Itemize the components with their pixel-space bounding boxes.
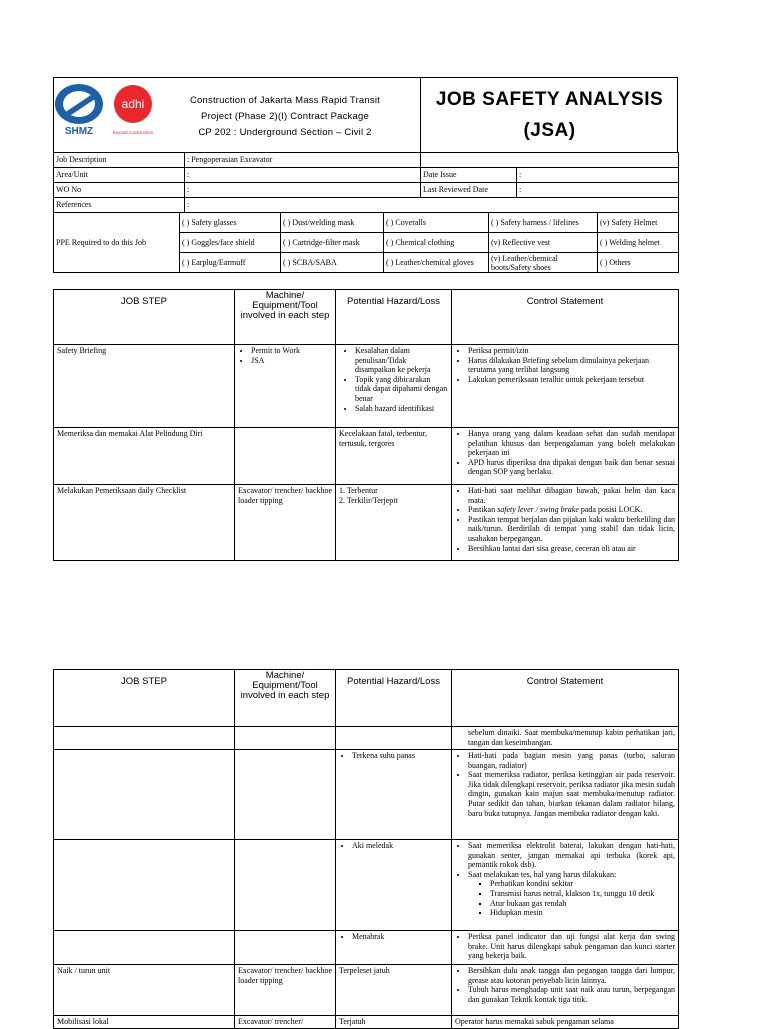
info-row — [54, 198, 679, 213]
ppe-option: ( ) SCBA/SABA — [281, 253, 384, 273]
last-reviewed-value: : — [517, 183, 679, 198]
machine-cell — [235, 727, 336, 750]
ppe-option: ( ) Leather/chemical gloves — [384, 253, 489, 273]
ppe-option: ( ) Goggles/face shield — [180, 233, 281, 253]
control-cell — [452, 840, 679, 931]
hazard-header: Potential Hazard/Loss — [336, 290, 452, 345]
ppe-table — [53, 212, 679, 273]
list-item — [468, 486, 675, 505]
machine-header: Machine/ Equipment/Tool involved in each step — [235, 290, 336, 345]
date-issue-value: : — [517, 168, 679, 183]
job-step-cell: Memeriksa dan memakai Alat Pelindung Diri — [54, 428, 235, 485]
ppe-option: ( ) Earplug/Earmuff — [180, 253, 281, 273]
ppe-option: ( ) Safety glasses — [180, 213, 281, 233]
list-item — [468, 544, 675, 554]
last-reviewed-label: Last Reviewed Date — [421, 183, 517, 198]
text: Hati-hati saat melihat dibagian bawah, pakai helm dan kaca mata. — [468, 486, 675, 505]
control-cell — [452, 931, 679, 965]
job-step-cell: Naik / turun unit — [54, 965, 235, 1016]
machine-cell — [235, 931, 336, 965]
job-step-header: JOB STEP — [54, 670, 235, 727]
adhi-logo — [110, 83, 155, 138]
control-cell — [452, 485, 679, 561]
ppe-option: (v) Safety Helmet — [598, 213, 679, 233]
machine-cell — [235, 750, 336, 840]
table-row — [54, 750, 679, 840]
table-row — [54, 840, 679, 931]
references-label: References — [54, 198, 185, 213]
info-row — [54, 183, 679, 198]
title-line-2: (JSA) — [523, 120, 576, 141]
table-row — [54, 485, 679, 561]
job-step-cell: Safety Briefing — [54, 345, 235, 428]
info-blank — [421, 153, 679, 168]
adhi-tagline: beyond construction — [112, 130, 154, 135]
hazard-cell — [336, 345, 452, 428]
hazard-cell — [336, 931, 452, 965]
title-line-1: JOB SAFETY ANALYSIS — [435, 89, 664, 110]
table-header-row — [54, 290, 679, 345]
job-step-cell: Mobilisasi lokal — [54, 1016, 235, 1029]
list-item: • Lakukan pemeriksaan teralhir untuk pekerjaan tersebut — [468, 375, 675, 385]
list-item — [468, 870, 675, 918]
job-step-header: JOB STEP — [54, 290, 235, 345]
machine-cell: Excavator/ trencher/ — [235, 1016, 336, 1029]
control-header: Control Statement — [452, 290, 679, 345]
list-item: • Harus dilakukan Briefing sebelum dimulainya pekerjaan terutama yang terlibat langsung — [468, 356, 675, 375]
ppe-option: ( ) Safety harness / lifelines — [489, 213, 598, 233]
text: Pastikan tempat berjalan dan pijakan kaki waktu berkeliling dan naik/turun. Berdirilah di tempat yang stabil dan tidak licin, usahakan berpegangan. — [468, 514, 675, 543]
list-item: • Hati-hati pada bagian mesin yang panas (turbo, saluran buangan, radiator) — [468, 751, 675, 770]
list-item: • Aki meledak — [352, 841, 448, 851]
references-value: : — [185, 198, 679, 213]
list-item: • Tubuh harus menghadap unit saat naik atau turun, berpegangan dan gunakan Teknik kontak tiga titik. — [468, 985, 675, 1004]
list-item — [468, 505, 675, 515]
machine-cell: Excavator/ trencher/ backhoe loader tipping — [235, 485, 336, 561]
adhi-logo-icon — [110, 83, 155, 138]
project-line-3: CP 202 : Underground Section – Civil 2 — [198, 127, 372, 138]
table-row — [54, 345, 679, 428]
control-cell — [452, 750, 679, 840]
job-description-label: Job Description — [54, 153, 185, 168]
machine-header: Machine/ Equipment/Tool involved in each step — [235, 670, 336, 727]
list-item: • Terkena suhu panas — [352, 751, 448, 761]
sub-list-item: ▪ Transmisi harus netral, klakson 1x, tunggu 10 detik — [490, 889, 675, 899]
machine-cell — [235, 840, 336, 931]
ppe-option: ( ) Coveralls — [384, 213, 489, 233]
text: Saat melakukan tes, hal yang harus dilakukan: — [468, 869, 617, 879]
machine-cell — [235, 345, 336, 428]
list-item: • Salah hazard identifikasi — [355, 404, 448, 414]
hazard-header: Potential Hazard/Loss — [336, 670, 452, 727]
info-row — [54, 168, 679, 183]
wo-value: : — [185, 183, 421, 198]
machine-cell: Excavator/ trencher/ backhoe loader tipping — [235, 965, 336, 1016]
ppe-option: (v) Leather/chemical boots/Safety shoes — [489, 253, 598, 273]
list-item: • Hanya orang yang dalam keadaan sehat dan sudah mendapat pelatihan khusus dan berpengalaman yang boleh melakukan pekerjaan ini — [468, 429, 675, 458]
ppe-option: ( ) Others — [598, 253, 679, 273]
project-line-2: Project (Phase 2)(I) Contract Package — [201, 111, 369, 122]
sub-list-item: ▪ Perhatikan kondisi sekitar — [490, 879, 675, 889]
shmz-logo — [54, 83, 104, 138]
list-item: • Menabrak — [352, 932, 448, 942]
area-value: : — [185, 168, 421, 183]
list-item — [468, 515, 675, 544]
hazard-cell — [336, 485, 452, 561]
list-item: • Kesalahan dalam penulisan/Tidak disampaikan ke pekerja — [355, 346, 448, 375]
hazard-item: 2. Terkilir/Terjepit — [339, 495, 398, 505]
project-lines — [150, 93, 420, 141]
text: Bersihkan lantai dari sisa grease, ceceran oli atau air — [468, 543, 636, 553]
hazard-cell: Terpeleset jatuh — [336, 965, 452, 1016]
jsa-title — [421, 84, 678, 146]
adhi-logo-text: adhi — [121, 97, 145, 111]
hazard-cell — [336, 727, 452, 750]
job-info-table — [53, 152, 679, 213]
table-row — [54, 931, 679, 965]
ppe-option: ( ) Cartridge-filter mask — [281, 233, 384, 253]
job-steps-table-2 — [53, 669, 679, 1029]
ppe-label: PPE Required to do this Job — [54, 213, 180, 273]
control-header: Control Statement — [452, 670, 679, 727]
shmz-logo-text: SHMZ — [64, 126, 94, 137]
table-header-row — [54, 670, 679, 727]
list-item: • Permit to Work — [251, 346, 332, 356]
job-steps-table-1 — [53, 289, 679, 561]
list-item: • Saat memeriksa elektrolit baterai, lakukan dengan hati-hati, gunakan senter, jangan memakai api terbuka (korek api, pemantik rokok dsb). — [468, 841, 675, 870]
hazard-cell — [336, 840, 452, 931]
hazard-cell: Terjatuh — [336, 1016, 452, 1029]
list-item: • APD harus diperiksa dna dipakai dengan baik dan benar sesuai dengan SOP yang berlaku. — [468, 458, 675, 477]
wo-label: WO No — [54, 183, 185, 198]
project-line-1: Construction of Jakarta Mass Rapid Transit — [189, 95, 381, 106]
list-item: • JSA — [251, 356, 332, 366]
job-step-cell — [54, 840, 235, 931]
hazard-cell — [336, 750, 452, 840]
job-step-cell — [54, 931, 235, 965]
table-row — [54, 965, 679, 1016]
job-step-cell — [54, 727, 235, 750]
ppe-option: ( ) Chemical clothing — [384, 233, 489, 253]
hazard-cell: Kecelakaan fatal, terbentur, tertusuk, tergores — [336, 428, 452, 485]
machine-cell — [235, 428, 336, 485]
hazard-item: 1. Terbentur — [339, 486, 378, 495]
control-cell: sebelum dinaiki. Saat membuka/menutup kabin perhatikan jari, tangan dan keseimbangan. — [452, 727, 679, 750]
text: Pastikan — [468, 505, 498, 515]
list-item: • Topik yang dibicarakan tidak dapat dipahami dengan benar — [355, 375, 448, 404]
list-item: • Saat memeriksa radiator, periksa ketinggian air pada reservoir. Jika tidak dilengkapi reservoir, periksa radiator jika mesin sudah dingin, gunakan kain majun saat membuka/menutup radiator. Putar sedikit dan tahan, biarkan tekanan dalam radiator hilang, baru buka tutupnya. Jangan membuka radiator dengan kaki. — [468, 770, 675, 818]
table-row — [54, 428, 679, 485]
job-step-cell — [54, 750, 235, 840]
date-issue-label: Date Issue — [421, 168, 517, 183]
control-cell: Operator harus memakai sabuk pengaman selama — [452, 1016, 679, 1029]
ppe-option: ( ) Welding helmet — [598, 233, 679, 253]
job-step-cell: Melakukan Pemeriksaan daily Checklist — [54, 485, 235, 561]
sub-list-item: ▪ Atur bukaan gas rendah — [490, 899, 675, 909]
ppe-option: ( ) Dust/welding mask — [281, 213, 384, 233]
list-item: • Bersihkan dulu anak tangga dan pegangan tangga dari lumpur, grease atau kotoran penyebab licin lainnya. — [468, 966, 675, 985]
text: pada posisi LOCK. — [578, 505, 643, 515]
area-label: Area/Unit — [54, 168, 185, 183]
italic-text: safety lever / swing brake — [497, 505, 579, 515]
control-cell — [452, 345, 679, 428]
list-item: • Periksa permit/izin — [468, 346, 675, 356]
control-cell — [452, 965, 679, 1016]
list-item: • Periksa panel indicator dan uji fungsi alat kerja dan swing brake. Unit harus dilengkapi sabuk pengaman dan kunci starter yang bekerja baik. — [468, 932, 675, 961]
table-row — [54, 727, 679, 750]
info-row — [54, 153, 679, 168]
ppe-row — [54, 213, 679, 233]
shmz-logo-icon — [54, 83, 104, 138]
control-cell — [452, 428, 679, 485]
table-row — [54, 1016, 679, 1029]
sub-list-item: ▪ Hidupkan mesin — [490, 908, 675, 918]
ppe-option: (v) Reflective vest — [489, 233, 598, 253]
job-description-value: : Pengoperasian Excavator — [185, 153, 421, 168]
